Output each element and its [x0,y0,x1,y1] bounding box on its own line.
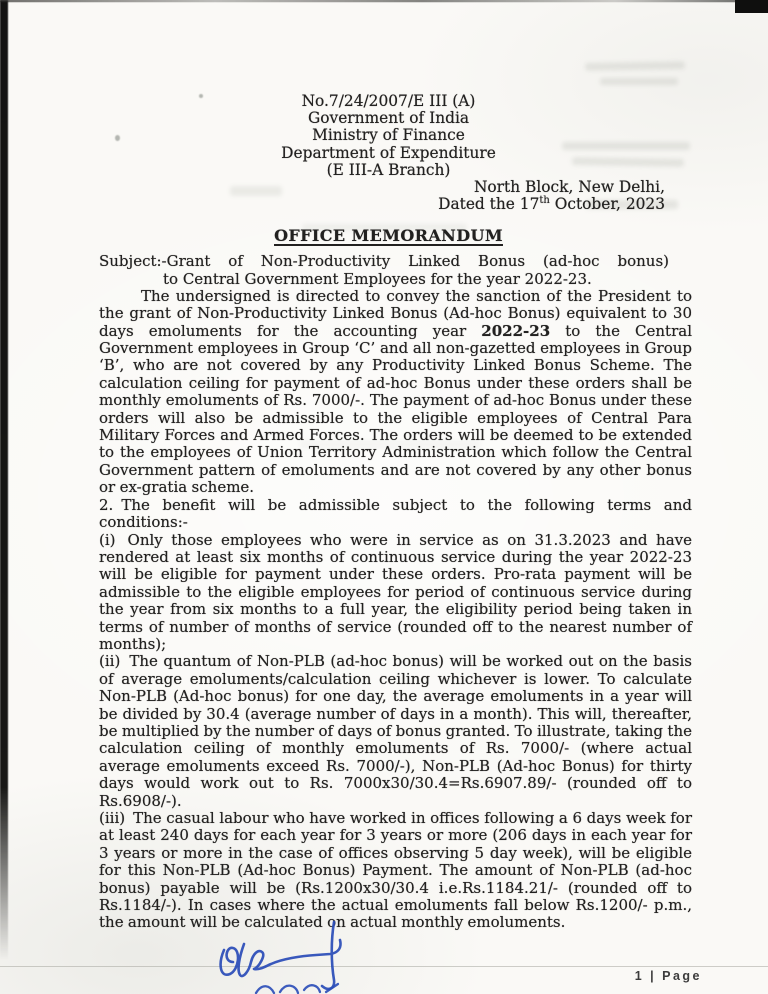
org-line-branch: (E III-A Branch) [326,160,451,179]
term-item-i [99,532,692,654]
term-item-ii [99,653,692,810]
paragraph-number: 2. [99,495,114,514]
org-line-ministry: Ministry of Finance [312,126,465,145]
footer-rule [0,966,768,967]
subject-line-2: to Central Government Employees for the year 2022-23. [163,269,592,288]
scan-corner-mark [735,0,768,13]
memo-title: OFFICE MEMORANDUM [274,226,503,246]
terms-intro-text: The benefit will be admissible subject to the following terms and conditions:- [99,495,692,532]
place-date-block [99,179,692,213]
item-text-i: Only those employees who were in service as on 31.3.2023 and have rendered at least six months of continuous service during the year 2022-23 will be eligible for payment under these orders. Pro-rata payment will be admissible to the eligible employees for period of continuous service during the year from six months to a full year, the eligibility period being taken in terms of number of months of service (rounded off to the nearest number of months); [99,530,692,653]
memo-content [99,0,692,932]
subject-block [99,253,669,287]
date-text: Dated the 17 [438,195,540,214]
org-line-department: Department of Expenditure [281,143,496,162]
terms-intro-paragraph [99,497,692,532]
reference-number: No.7/24/2007/E III (A) [301,92,476,110]
item-text-ii: The quantum of Non-PLB (ad-hoc bonus) will be worked out on the basis of average emoluments/calculation ceiling whichever is lower. To calculate Non-PLB (Ad-hoc bonus) for one day, the average emoluments in a year will be divided by 30.4 (average number of days in a month). This will, thereafter, be multiplied by the number of days of bonus granted. To illustrate, taking the calculation ceiling of monthly emoluments of Rs. 7000/- (where actual average emoluments exceed Rs. 7000/-), Non-PLB (Ad-hoc Bonus) for thirty days would work out to Rs. 7000x30/30.4=Rs.6907.89/- (rounded off to Rs.6908/-). [99,652,692,810]
accounting-year-bold: 2022-23 [481,321,551,340]
signature-ink-lower [252,979,362,994]
scan-edge-left [0,0,8,960]
term-item-iii [99,810,692,932]
opening-paragraph-text-continued: to the Central Government employees in Group ‘C’ and all non-gazetted employees in Group ‘B’, who are not covered by any Productivity Linked Bonus Scheme. The calculation ceiling for payment of ad-hoc Bonus under these orders shall be monthly emoluments of Rs. 7000/-. The payment of ad-hoc Bonus under these orders will also be admissible to the eligible employees of Central Para Military Forces and Armed Forces. The orders will be deemed to be extended to the employees of Union Territory Administration which follow the Central Government pattern of emoluments and are not covered by any other bonus or ex-gratia scheme. [99,321,692,497]
item-marker-i: (i) [99,530,116,549]
page-number: 1 | Page [634,969,702,983]
org-line-government: Government of India [307,109,470,128]
item-text-iii: The casual labour who have worked in offices following a 6 days week for at least 240 days for each year for 3 years or more (206 days in each year for 3 years or more in the case of offices observing 5 day week), will be eligible for this Non-PLB (Ad-hoc Bonus) Payment. The amount of Non-PLB (ad-hoc bonus) payable will be (Rs.1200x30/30.4 i.e.Rs.1184.21/- (rounded off to Rs.1184/-). In cases where the actual emoluments fall below Rs.1200/- p.m., the amount will be calculated on actual monthly emoluments. [99,809,692,932]
letterhead [92,93,685,179]
opening-paragraph-text: The undersigned is directed to convey the sanction of the President to the grant of Non-Productivity Linked Bonus (Ad-hoc Bonus) equivalent to 30 days emoluments for the accounting year [99,286,692,340]
date-ordinal-superscript: th [539,195,550,207]
subject-line-1: Subject:-Grant of Non-Productivity Linked Bonus (ad-hoc bonus) [99,252,669,271]
item-marker-ii: (ii) [99,652,121,671]
date-text-suffix: October, 2023 [549,195,665,214]
date-line [99,196,665,213]
item-marker-iii: (iii) [99,809,126,828]
opening-paragraph [99,288,692,497]
place-line: North Block, New Delhi, [473,178,665,197]
